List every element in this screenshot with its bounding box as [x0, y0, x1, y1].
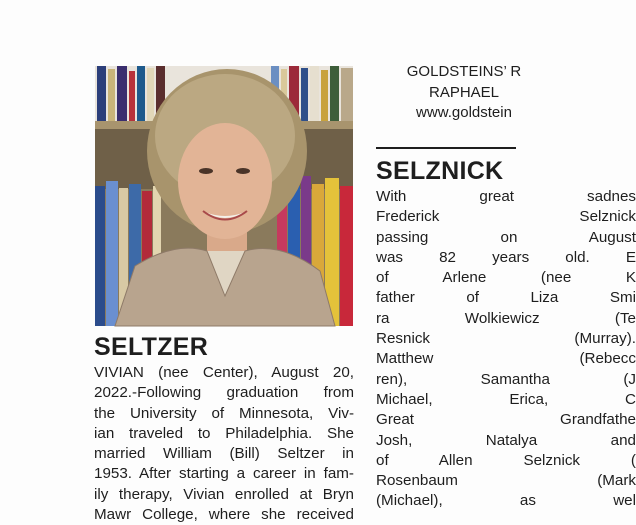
obituary-line: 1953. After starting a career in fam-: [94, 465, 354, 483]
obituary-selznick: [376, 156, 636, 512]
obituary-line: of Arlene (nee K: [376, 269, 636, 287]
funeral-home-header: [384, 62, 544, 124]
obituary-line: VIVIAN (nee Center), August 20,: [94, 364, 354, 381]
obituary-line: the University of Minnesota, Viv-: [94, 404, 354, 422]
obituary-seltzer: [94, 332, 354, 525]
obituary-line: (Michael), as wel: [376, 492, 636, 510]
column-divider: [376, 147, 516, 149]
obituary-photo: [95, 66, 353, 326]
obituary-surname: SELZNICK: [376, 157, 504, 185]
obituary-surname: SELTZER: [94, 333, 209, 361]
funeral-home-name-2: RAPHAEL: [428, 83, 500, 101]
obituary-line: father of Liza Smi: [376, 289, 636, 307]
obituary-line: married William (Bill) Seltzer in: [94, 445, 354, 463]
obituary-line: Frederick Selznick: [376, 208, 636, 226]
obituary-line: was 82 years old. E: [376, 248, 636, 266]
obituary-line: Rosenbaum (Mark: [376, 472, 636, 490]
funeral-home-name: GOLDSTEINS’ R: [406, 63, 522, 80]
funeral-home-url: www.goldstein: [416, 104, 512, 121]
obituary-line: ra Wolkiewicz (Te: [376, 309, 636, 327]
obituary-line: 2022.-Following graduation from: [94, 384, 354, 402]
obituary-line: ian traveled to Philadelphia. She: [94, 424, 354, 442]
obituary-body: [376, 187, 636, 512]
obituary-line: Matthew (Rebecc: [376, 350, 636, 368]
obituary-line: passing on August: [376, 228, 636, 246]
obituary-line: of Allen Selznick (: [376, 451, 636, 469]
obituary-line: ily therapy, Vivian enrolled at Bryn: [94, 485, 354, 503]
obituary-line: Michael, Erica, C: [376, 390, 636, 408]
obituary-line: Resnick (Murray).: [376, 330, 636, 348]
obituary-line: Great Grandfathe: [376, 411, 636, 429]
obituary-line: With great sadnes: [376, 188, 636, 205]
obituary-line: ren), Samantha (J: [376, 370, 636, 388]
obituary-line: Mawr College, where she received: [94, 506, 354, 524]
obituary-body: [94, 363, 354, 525]
obituary-line: Josh, Natalya and: [376, 431, 636, 449]
